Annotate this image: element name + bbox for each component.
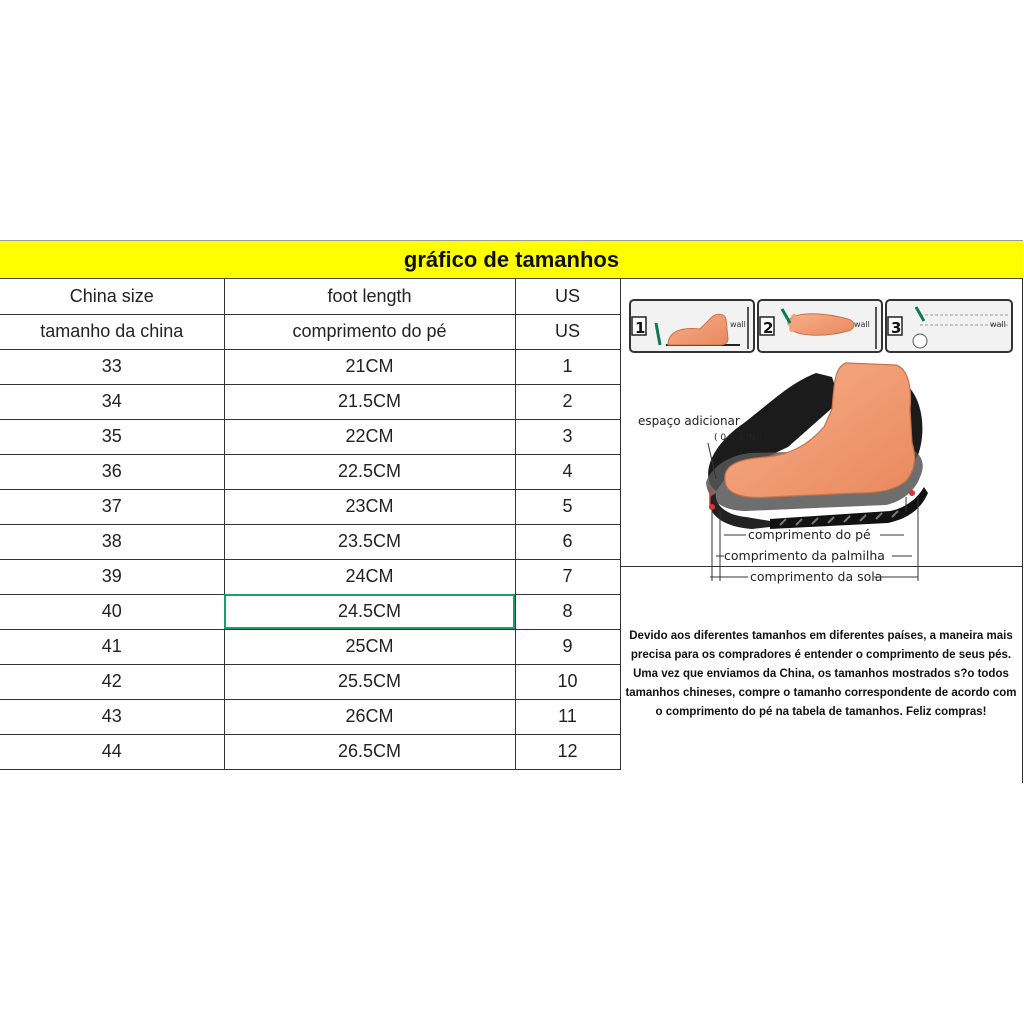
us-size-cell[interactable]: 7 <box>515 559 620 594</box>
foot-length-cell[interactable]: foot length <box>224 279 515 314</box>
chart-title: gráfico de tamanhos <box>0 240 1023 279</box>
us-size-cell[interactable]: 5 <box>515 489 620 524</box>
size-row <box>0 734 620 769</box>
size-row <box>0 349 620 384</box>
china-size-cell[interactable]: 35 <box>0 419 224 454</box>
us-size-cell[interactable]: US <box>515 279 620 314</box>
foot-length-cell[interactable]: 26.5CM <box>224 734 515 769</box>
size-row <box>0 524 620 559</box>
step-1-panel <box>630 300 754 352</box>
foot-length-cell[interactable]: 22.5CM <box>224 454 515 489</box>
china-size-cell[interactable]: 42 <box>0 664 224 699</box>
step-3-number: 3 <box>891 319 902 337</box>
insole-length-label: comprimento da palmilha <box>724 548 885 563</box>
size-row <box>0 454 620 489</box>
extra-space-label: espaço adicionar <box>638 414 740 428</box>
china-size-cell[interactable]: 44 <box>0 734 224 769</box>
size-note-text: Devido aos diferentes tamanhos em diferentes países, a maneira mais precisa para os compradores é entender o comprimento de seus pés. Uma vez que enviamos da China, os tamanhos mostrados s?o todos tamanhos chineses, compre o tamanho correspondente de acordo com o comprimento do pé na tabela de tamanhos. Feliz compras! <box>625 630 1017 718</box>
foot-length-cell[interactable]: 25.5CM <box>224 664 515 699</box>
foot-length-cell[interactable]: 21CM <box>224 349 515 384</box>
size-row <box>0 664 620 699</box>
china-size-cell[interactable]: 43 <box>0 699 224 734</box>
china-size-cell[interactable]: 34 <box>0 384 224 419</box>
foot-length-cell[interactable]: comprimento do pé <box>224 314 515 349</box>
size-row <box>0 699 620 734</box>
size-table <box>0 279 621 770</box>
size-row <box>0 594 620 629</box>
extra-space-value: ( 0-0,4 IN ) <box>714 433 763 443</box>
foot-measurement-diagram <box>620 279 1022 584</box>
china-size-cell[interactable]: China size <box>0 279 224 314</box>
china-size-cell[interactable]: 38 <box>0 524 224 559</box>
size-row <box>0 384 620 419</box>
step-1-number: 1 <box>635 319 646 337</box>
china-size-cell[interactable]: 39 <box>0 559 224 594</box>
foot-length-cell[interactable]: 22CM <box>224 419 515 454</box>
china-size-cell[interactable]: 41 <box>0 629 224 664</box>
us-size-cell[interactable]: US <box>515 314 620 349</box>
size-row <box>0 629 620 664</box>
us-size-cell[interactable]: 10 <box>515 664 620 699</box>
step-3-wall-label: wall <box>990 320 1006 329</box>
size-row <box>0 559 620 594</box>
china-size-cell[interactable]: tamanho da china <box>0 314 224 349</box>
info-panel <box>620 279 1023 783</box>
step-1-wall-label: wall <box>730 320 746 329</box>
foot-length-cell[interactable]: 25CM <box>224 629 515 664</box>
size-note <box>620 567 1022 782</box>
header-row <box>0 314 620 349</box>
china-size-cell[interactable]: 36 <box>0 454 224 489</box>
foot-length-cell[interactable]: 24CM <box>224 559 515 594</box>
step-2-panel <box>758 300 882 352</box>
us-size-cell[interactable]: 2 <box>515 384 620 419</box>
us-size-cell[interactable]: 1 <box>515 349 620 384</box>
shoe-illustration <box>706 363 928 529</box>
step-2-wall-label: wall <box>854 320 870 329</box>
size-chart <box>0 240 1023 783</box>
us-size-cell[interactable]: 6 <box>515 524 620 559</box>
step-2-number: 2 <box>763 319 774 337</box>
foot-length-cell[interactable]: 23.5CM <box>224 524 515 559</box>
sole-length-label: comprimento da sola <box>750 569 883 584</box>
size-row <box>0 489 620 524</box>
us-size-cell[interactable]: 8 <box>515 594 620 629</box>
step-3-panel <box>886 300 1012 352</box>
us-size-cell[interactable]: 9 <box>515 629 620 664</box>
us-size-cell[interactable]: 3 <box>515 419 620 454</box>
foot-length-cell[interactable]: 26CM <box>224 699 515 734</box>
foot-length-cell[interactable]: 23CM <box>224 489 515 524</box>
size-row <box>0 419 620 454</box>
china-size-cell[interactable]: 40 <box>0 594 224 629</box>
foot-length-cell[interactable]: 21.5CM <box>224 384 515 419</box>
us-size-cell[interactable]: 4 <box>515 454 620 489</box>
foot-length-cell[interactable]: 24.5CM <box>224 594 515 629</box>
header-row <box>0 279 620 314</box>
foot-length-label: comprimento do pé <box>748 527 871 542</box>
china-size-cell[interactable]: 33 <box>0 349 224 384</box>
china-size-cell[interactable]: 37 <box>0 489 224 524</box>
us-size-cell[interactable]: 11 <box>515 699 620 734</box>
us-size-cell[interactable]: 12 <box>515 734 620 769</box>
